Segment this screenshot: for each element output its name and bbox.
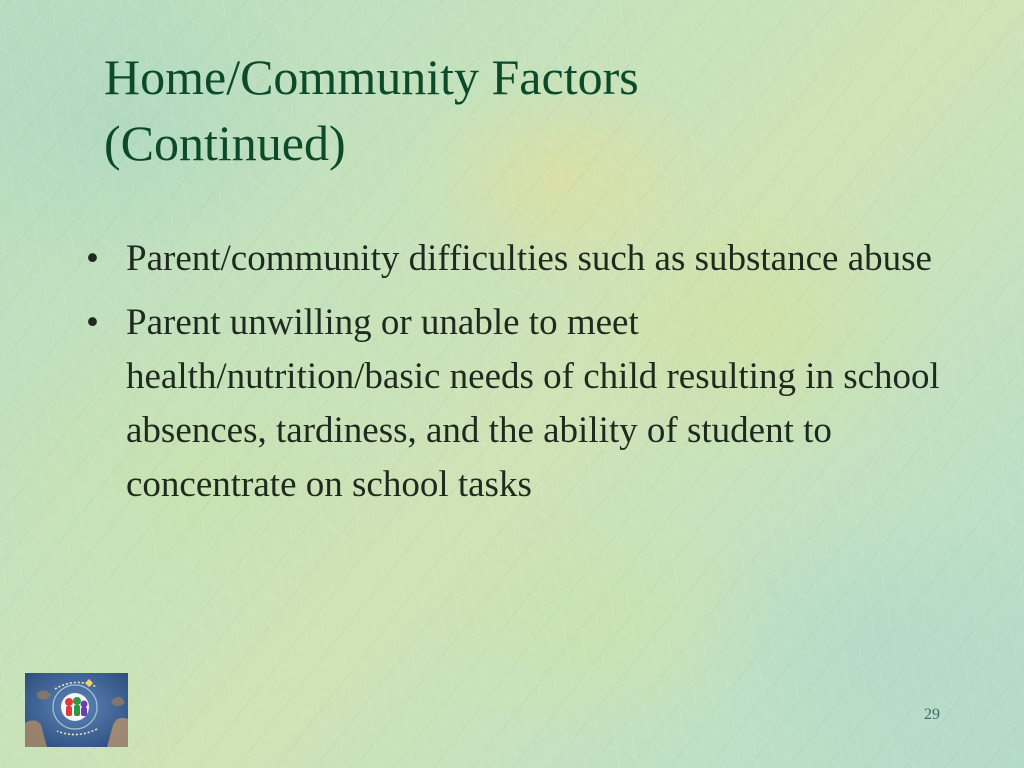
slide-title (104, 44, 924, 176)
logo-graphic (25, 673, 128, 747)
bullet-list (82, 232, 942, 522)
bullet-item (82, 296, 942, 512)
bullet-item (82, 232, 942, 286)
title-line-2: (Continued) (104, 115, 346, 171)
title-line-1: Home/Community Factors (104, 49, 639, 105)
community-logo-icon (25, 673, 128, 747)
slide-number: 29 (924, 706, 940, 723)
bullet-dot: • (86, 302, 99, 343)
bullet-text: Parent unwilling or unable to meet health/nutrition/basic needs of child resulting in school absences, tardiness, and the ability of student to concentrate on school tasks (126, 302, 940, 505)
bullet-dot: • (86, 238, 99, 279)
bullet-text: Parent/community difficulties such as substance abuse (126, 238, 932, 279)
